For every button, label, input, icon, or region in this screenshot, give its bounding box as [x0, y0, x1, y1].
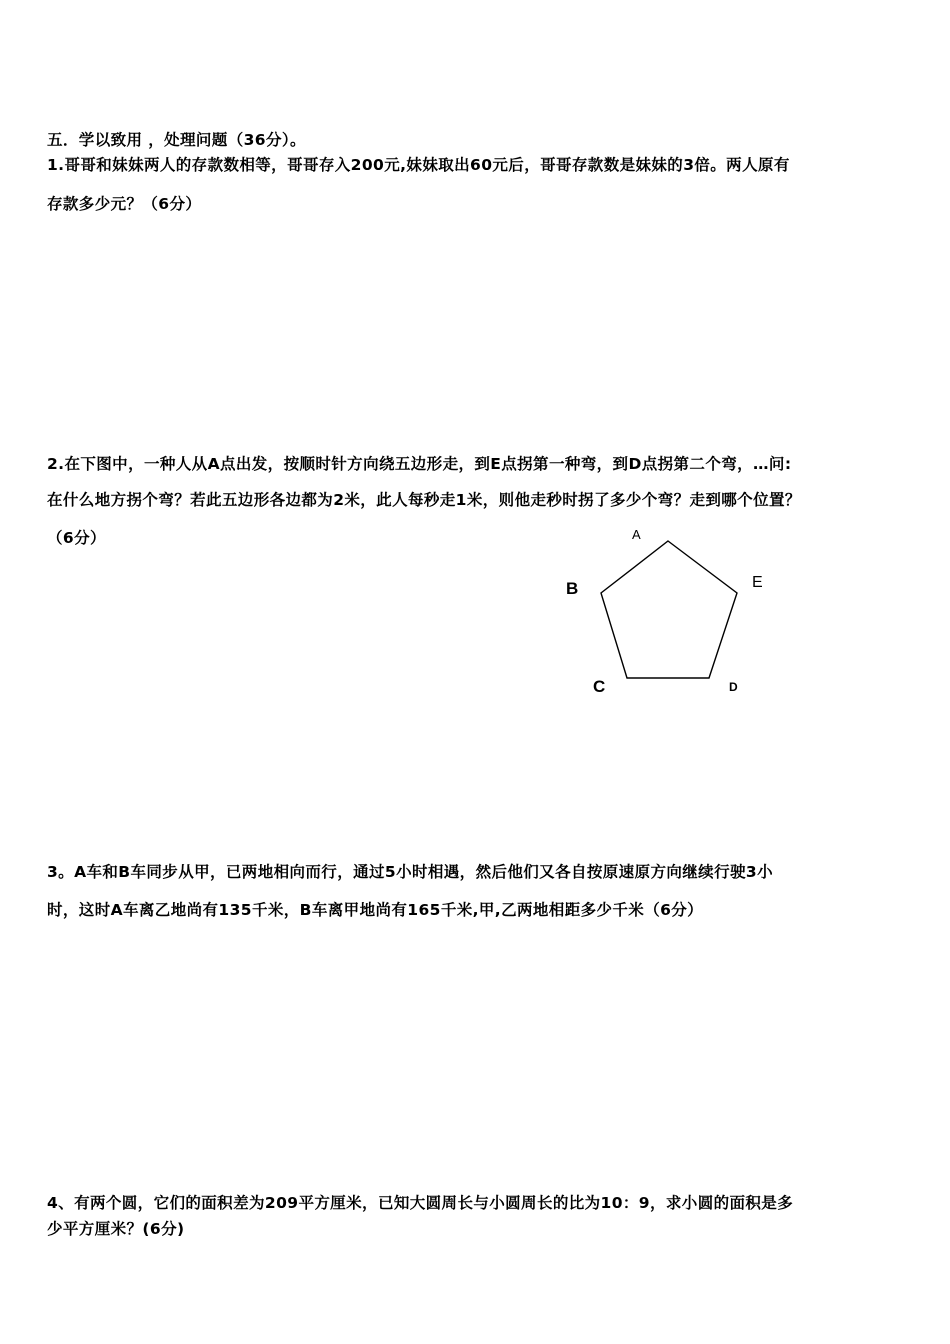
question-1-line-2: 存款多少元？（6分） — [47, 195, 202, 213]
question-4-line-2: 少平方厘米？(6分) — [47, 1220, 185, 1238]
question-2-line-2: 在什么地方拐个弯？若此五边形各边都为2米，此人每秒走1米，则他走秒时拐了多少个弯？走到哪个位置？ — [47, 491, 801, 509]
question-2-line-1: 2.在下图中，一种人从A点出发，按顺时针方向绕五边形走，到E点拐第一种弯，到D点拐第二个弯，…问: — [47, 455, 792, 473]
question-3-line-2: 时，这时A车离乙地尚有135千米，B车离甲地尚有165千米,甲,乙两地相距多少千米（6分） — [47, 901, 704, 919]
vertex-label-d: D — [729, 680, 738, 694]
vertex-label-a: A — [632, 527, 641, 542]
vertex-label-e: E — [752, 574, 763, 591]
question-1-line-1: 1.哥哥和妹妹两人的存款数相等，哥哥存入200元,妹妹取出60元后，哥哥存款数是妹妹的3倍。两人原有 — [47, 156, 790, 174]
question-3-line-1: 3。A车和B车同步从甲，已两地相向而行，通过5小时相遇，然后他们又各自按原速原方向继续行驶3小 — [47, 863, 773, 881]
vertex-label-b: B — [566, 579, 579, 598]
question-2-line-3: （6分） — [47, 529, 106, 547]
question-4-line-1: 4、有两个圆，它们的面积差为209平方厘米，已知大圆周长与小圆周长的比为10：9，求小圆的面积是多 — [47, 1194, 794, 1212]
vertex-label-c: C — [593, 677, 606, 696]
pentagon-shape — [601, 541, 737, 678]
section-heading: 五．学以致用 ，处理问题（36分）。 — [47, 131, 306, 149]
